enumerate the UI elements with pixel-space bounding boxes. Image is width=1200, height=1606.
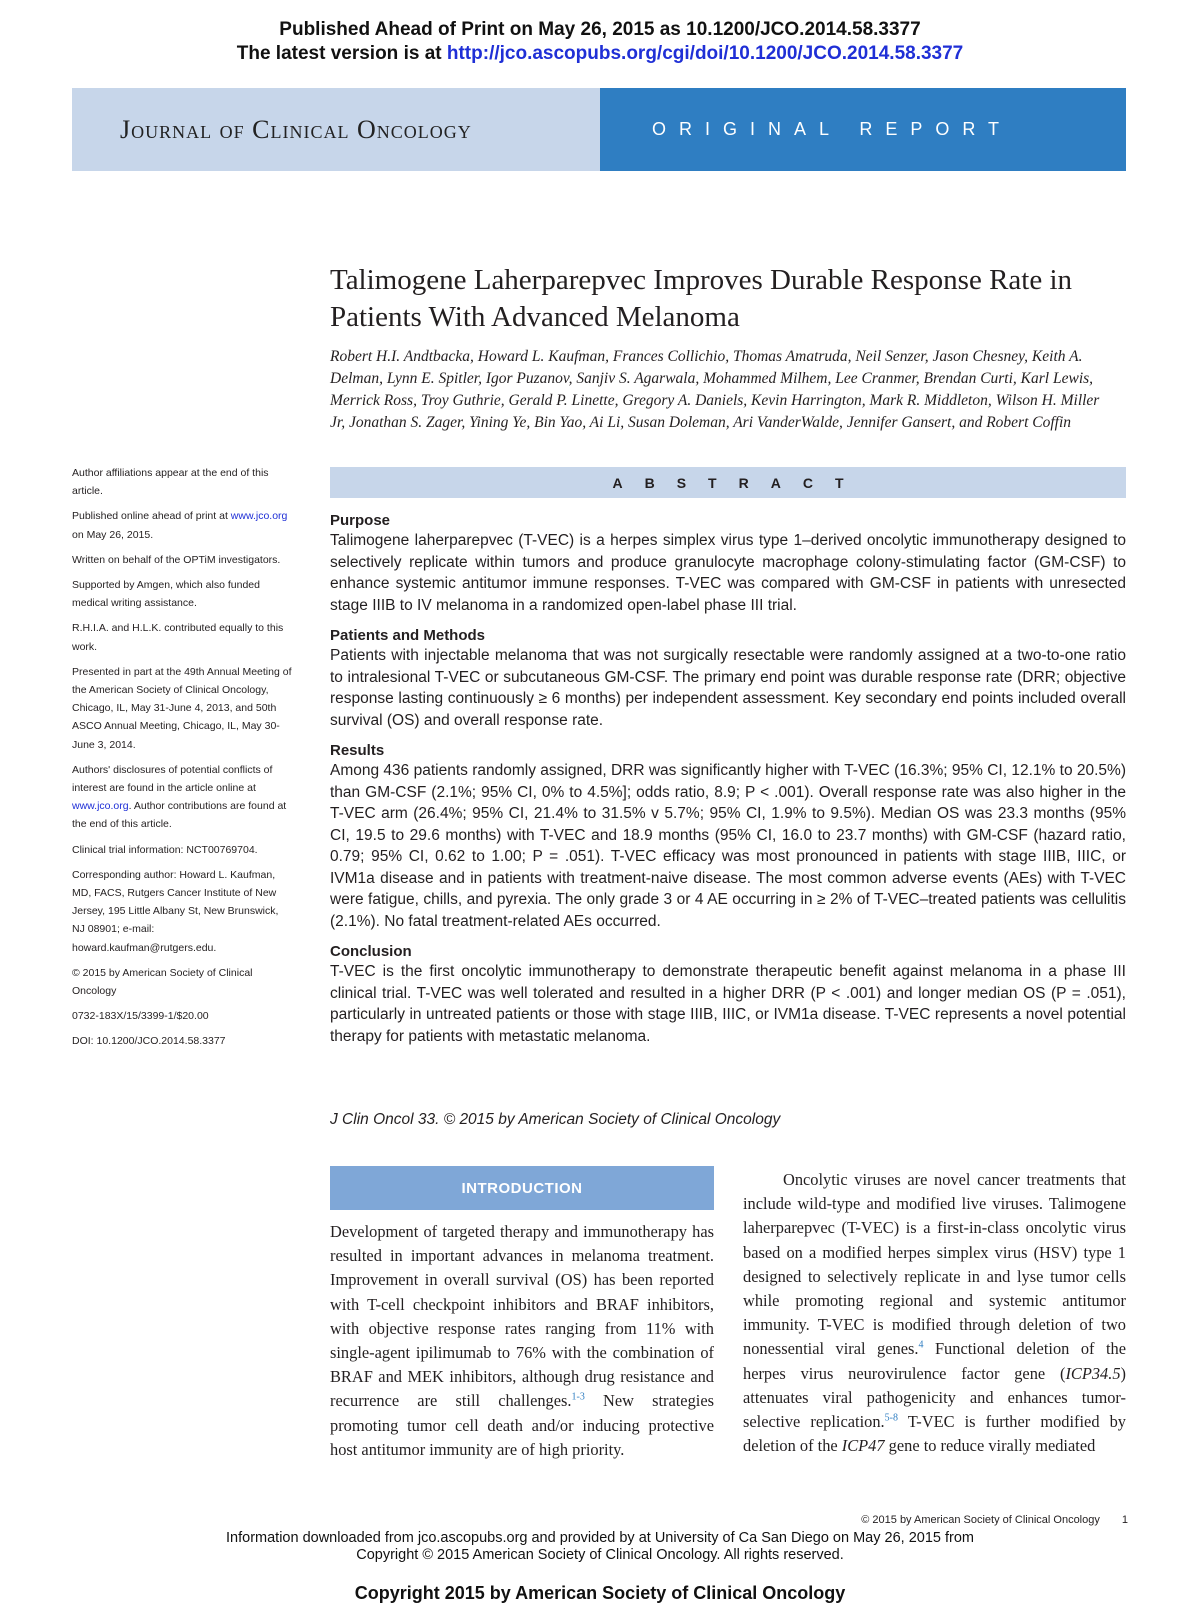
abstract-header [330, 467, 1126, 498]
intro-text: Functional deletion of the herpes virus neurovirulence factor gene ( [743, 1339, 1126, 1383]
report-type: ORIGINAL REPORT [652, 119, 1013, 139]
journal-citation: J Clin Oncol 33. © 2015 by American Society of Clinical Oncology [330, 1111, 781, 1128]
reference-link[interactable]: 5-8 [884, 1412, 898, 1424]
published-prefix: Published online ahead of print at [72, 510, 231, 523]
reference-link[interactable]: 1-3 [571, 1391, 585, 1403]
published-suffix: on May 26, 2015. [72, 528, 154, 541]
jco-link[interactable]: www.jco.org [72, 800, 129, 813]
journal-name-panel [72, 88, 600, 171]
latest-version-line [0, 42, 1200, 66]
intro-text: T-VEC is further modified by deletion of the [743, 1412, 1126, 1456]
intro-text: gene to reduce virally mediated [884, 1436, 1096, 1456]
introduction-label: INTRODUCTION [461, 1179, 583, 1197]
jco-link[interactable]: www.jco.org [230, 510, 288, 523]
affiliations-note: Author affiliations appear at the end of this article. [72, 467, 269, 498]
conclusion-heading: Conclusion [330, 943, 412, 960]
disclosures-prefix: Authors' disclosures of potential conflicts of interest are found in the article online at [72, 763, 273, 795]
download-notice [0, 1530, 1200, 1564]
intro-text: Development of targeted therapy and immunotherapy has resulted in important advances in melanoma treatment. Improvement in overall survival (OS) has been reported with T-cell checkpoint inhibitors and BRAF inhibitors, with objective response rates ranging from 11% with single-agent ipilimumab to 76% with the combination of BRAF and MEK inhibitors, although drug resistance and recurrence are still challenges. [330, 1222, 714, 1411]
results-text: Among 436 patients randomly assigned, DRR was significantly higher with T-VEC (16.3%; 95% CI, 12.1% to 20.5%) than GM-CSF (2.1%; 95% CI, 0% to 4.5%]; odds ratio, 8.9; P < .001). Overall response rate was also higher in the T-VEC arm (26.4%; 95% CI, 21.4% to 31.5% v 5.7%; 95% CI, 1.9% to 9.5%). Median OS was 23.3 months (95% CI, 19.5 to 29.6 months) with T-VEC and 18.9 months (95% CI, 16.0 to 23.7 months) with GM-CSF (hazard ratio, 0.79; 95% CI, 0.62 to 1.00; P = .051). T-VEC efficacy was most pronounced in patients with stage IIIB, IIIC, or IVM1a disease and in patients with treatment-naive disease. The most common adverse events (AEs) with T-VEC were fatigue, chills, and pyrexia. The only grade 3 or 4 AE occurring in ≥ 2% of T-VEC–treated patients was cellulitis (2.1%). No fatal treatment-related AEs occurred. [330, 762, 1126, 930]
disclosures-note [72, 761, 294, 834]
publication-notice [0, 18, 1200, 66]
article-info-sidebar [72, 464, 294, 1058]
disclosures-suffix: . Author contributions are found at the end of this article. [72, 800, 287, 831]
reference-link[interactable]: 4 [918, 1339, 924, 1351]
journal-banner [72, 88, 1126, 171]
abstract-label: ABSTRACT [612, 474, 866, 491]
page-footer [838, 1514, 1128, 1526]
page-number: 1 [1121, 1514, 1128, 1526]
conclusion-text: T-VEC is the first oncolytic immunotherapy to demonstrate therapeutic benefit against melanoma in a phase III clinical trial. T-VEC was well tolerated and resulted in a higher DRR (P < .001) and longer median OS (P = .051), particularly in untreated patients or those with stage IIIB, IIIC, or IVM1a disease. T-VEC represents a novel potential therapy for patients with metastatic melanoma. [330, 963, 1126, 1045]
doi-link[interactable]: http://jco.ascopubs.org/cgi/doi/10.1200/JCO.2014.58.3377 [446, 43, 964, 64]
rights-line: Copyright © 2015 American Society of Clinical Oncology. All rights reserved. [356, 1547, 844, 1563]
report-type-panel [600, 88, 1126, 171]
purpose-heading: Purpose [330, 512, 391, 529]
article-title: Talimogene Laherparepvec Improves Durable Response Rate in Patients With Advanced Melanoma [330, 264, 1073, 333]
sidebar-copyright: © 2015 by American Society of Clinical Oncology [72, 966, 253, 998]
intro-text: Oncolytic viruses are novel cancer treatments that include wild-type and modified live viruses. Talimogene laherparepvec (T-VEC) is a first-in-class oncolytic virus based on a modified herpes simplex virus (HSV) type 1 designed to selectively replicate in and lyse tumor cells while promoting regional and systemic antitumor immunity. T-VEC is modified through deletion of two nonessential viral genes. [743, 1170, 1126, 1359]
download-line: Information downloaded from jco.ascopubs.org and provided by at University of Ca San Diego on May 26, 2015 from [226, 1530, 974, 1546]
written-on-behalf-note: Written on behalf of the OPTiM investigators. [72, 553, 281, 566]
equal-contribution-note: R.H.I.A. and H.L.K. contributed equally to this work. [72, 622, 284, 653]
presented-note: Presented in part at the 49th Annual Meeting of the American Society of Clinical Oncology, Chicago, IL, May 31-June 4, 2013, and 50th ASCO Annual Meeting, Chicago, IL, May 30-June 3, 2014. [72, 665, 292, 751]
introduction-right-column [743, 1168, 1126, 1458]
results-heading: Results [330, 742, 385, 759]
gene-name: ICP34.5 [1065, 1363, 1121, 1383]
gene-name: ICP47 [841, 1436, 885, 1456]
introduction-left-column [330, 1220, 714, 1462]
clinical-trial-note: Clinical trial information: NCT00769704. [72, 843, 258, 856]
corresponding-author-note: Corresponding author: Howard L. Kaufman, MD, FACS, Rutgers Cancer Institute of New Jersey, 195 Little Albany St, New Brunswick, NJ 08901; e-mail: howard.kaufman@rutgers.edu. [72, 868, 279, 954]
issn: 0732-183X/15/3399-1/$20.00 [72, 1010, 209, 1023]
published-online-note [72, 507, 294, 543]
abstract-body [330, 512, 1126, 1058]
latest-version-prefix: The latest version is at [236, 43, 447, 64]
methods-text: Patients with injectable melanoma that was not surgically resectable were randomly assigned at a two-to-one ratio to intralesional T-VEC or subcutaneous GM-CSF. The primary end point was durable response rate (DRR; objective response lasting continuously ≥ 6 months) per independent assessment. Key secondary end points included overall survival (OS) and overall response rate. [330, 647, 1126, 729]
doi: DOI: 10.1200/JCO.2014.58.3377 [72, 1035, 226, 1048]
author-list: Robert H.I. Andtbacka, Howard L. Kaufman, Frances Collichio, Thomas Amatruda, Neil Senzer, Jason Chesney, Keith A. Delman, Lynn E. Spitler, Igor Puzanov, Sanjiv S. Agarwala, Mohammed Milhem, Lee Cranmer, Brendan Curti, Karl Lewis, Merrick Ross, Troy Guthrie, Gerald P. Linette, Gregory A. Daniels, Kevin Harrington, Mark R. Middleton, Wilson H. Miller Jr, Jonathan S. Zager, Yining Ye, Bin Yao, Ai Li, Susan Doleman, Ari VanderWalde, Jennifer Gansert, and Robert Coffin [330, 348, 1100, 431]
purpose-text: Talimogene laherparepvec (T-VEC) is a herpes simplex virus type 1–derived oncolytic immunotherapy designed to selectively replicate within tumors and produce granulocyte macrophage colony-stimulating factor (GM-CSF) to enhance systemic antitumor immune responses. T-VEC was compared with GM-CSF in patients with unresected stage IIIB to IV melanoma in a randomized open-label phase III trial. [330, 532, 1126, 614]
methods-heading: Patients and Methods [330, 627, 486, 644]
footer-copyright: © 2015 by American Society of Clinical Oncology [861, 1514, 1100, 1526]
intro-paragraph [743, 1168, 1126, 1458]
journal-name: Journal of Clinical Oncology [120, 114, 472, 144]
introduction-header [330, 1166, 714, 1210]
funding-note: Supported by Amgen, which also funded medical writing assistance. [72, 579, 260, 610]
intro-text: New strategies promoting tumor cell death and/or inducing protective host antitumor immunity are of high priority. [330, 1391, 714, 1459]
ahead-of-print-line: Published Ahead of Print on May 26, 2015 as 10.1200/JCO.2014.58.3377 [279, 19, 921, 40]
intro-text: ) attenuates viral pathogenicity and enhances tumor-selective replication. [743, 1363, 1126, 1432]
copyright-banner: Copyright 2015 by American Society of Clinical Oncology [354, 1583, 846, 1603]
